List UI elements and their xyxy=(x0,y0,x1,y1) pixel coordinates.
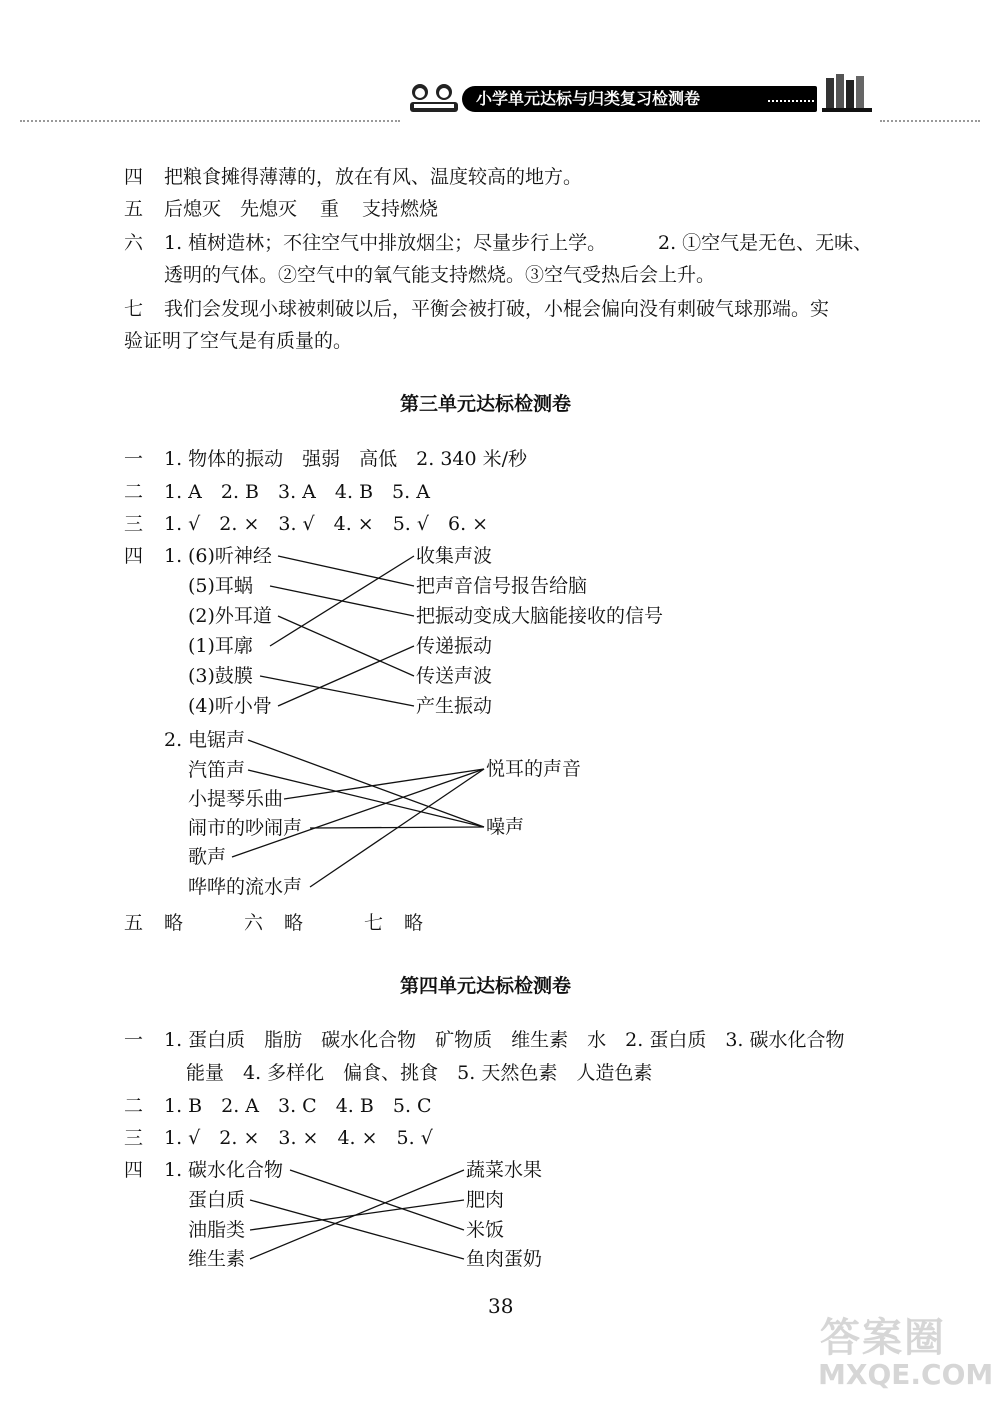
u4-q4-right-item: 肥肉 xyxy=(466,1189,505,1211)
u3-q3-answer: 1. √ 2. × 3. √ 4. × 5. √ 6. × xyxy=(164,513,489,535)
u2-q5-item: 重 xyxy=(320,198,340,220)
u3-q4-p1-right-item: 把振动变成大脑能接收的信号 xyxy=(416,605,664,627)
u2-q7-number: 七 xyxy=(124,298,144,320)
u3-q4-p2-left-item: 歌声 xyxy=(188,846,227,868)
u4-q1-line2: 能量 4. 多样化 偏食、挑食 5. 天然色素 人造色素 xyxy=(186,1062,653,1084)
u3-q4-p1-left-item: (2)外耳道 xyxy=(188,605,272,627)
u3-q4-number: 四 xyxy=(124,545,144,567)
unit4-title: 第四单元达标检测卷 xyxy=(400,975,572,997)
match-line xyxy=(278,616,414,676)
u3-q3-number: 三 xyxy=(124,513,144,535)
u3-q4-p1-right-item: 把声音信号报告给脑 xyxy=(416,575,588,597)
u3-q4-p2-right-item: 悦耳的声音 xyxy=(486,758,582,780)
u3-q4-p2-left-item: 哗哗的流水声 xyxy=(188,876,303,898)
page-number: 38 xyxy=(488,1294,514,1318)
u3-q5-answer: 略 xyxy=(164,912,184,934)
u3-q4-p1-right-item: 传送声波 xyxy=(416,665,493,687)
u4-q4-right-item: 蔬菜水果 xyxy=(466,1159,543,1181)
u2-q5-item: 后熄灭 xyxy=(164,198,222,220)
match-line xyxy=(250,1200,464,1259)
u3-q5-number: 五 xyxy=(124,912,144,934)
u3-q2-number: 二 xyxy=(124,481,144,503)
u3-q4-part1-prefix: 1. xyxy=(164,545,183,567)
u2-q6-line1: 1. 植树造林；不往空气中排放烟尘；尽量步行上学。 xyxy=(164,232,607,254)
u3-q4-part2-prefix: 2. xyxy=(164,729,183,751)
u2-q4-number: 四 xyxy=(124,166,144,188)
u3-q4-p1-right-item: 产生振动 xyxy=(416,695,493,717)
watermark-site: MXQE.COM xyxy=(818,1358,994,1391)
u3-q2-answer: 1. A 2. B 3. A 4. B 5. A xyxy=(164,481,430,503)
u2-q5-item: 支持燃烧 xyxy=(362,198,439,220)
u3-q4-p2-left-item: 电锯声 xyxy=(188,729,246,751)
u4-q4-number: 四 xyxy=(124,1159,144,1181)
u4-q4-right-item: 米饭 xyxy=(466,1219,505,1241)
u4-q4-part1-prefix: 1. xyxy=(164,1159,183,1181)
u3-q7-answer: 略 xyxy=(404,912,424,934)
u3-q6-number: 六 xyxy=(244,912,264,934)
watermark-logo: 答案圈 xyxy=(820,1315,946,1361)
u4-q1-line1: 1. 蛋白质 脂肪 碳水化合物 矿物质 维生素 水 2. 蛋白质 3. 碳水化合物 xyxy=(164,1029,845,1051)
u3-q4-p1-left-item: (4)听小骨 xyxy=(188,695,272,717)
u3-q1-answer: 1. 物体的振动 强弱 高低 2. 340 米/秒 xyxy=(164,448,528,470)
u3-q7-number: 七 xyxy=(364,912,384,934)
u2-q5-number: 五 xyxy=(124,198,144,220)
u4-q2-number: 二 xyxy=(124,1095,144,1117)
u3-q4-p1-right-item: 收集声波 xyxy=(416,545,493,567)
u3-q4-p1-left-item: (5)耳蜗 xyxy=(188,575,253,597)
u2-q6-line2: 透明的气体。②空气中的氧气能支持燃烧。③空气受热后会上升。 xyxy=(164,264,716,286)
u3-q1-number: 一 xyxy=(124,448,144,470)
u3-q4-p1-left-item: (3)鼓膜 xyxy=(188,665,253,687)
u3-q4-p2-left-item: 汽笛声 xyxy=(188,759,246,781)
match-line xyxy=(278,556,414,586)
header-title: 小学单元达标与归类复习检测卷 xyxy=(476,89,701,108)
u4-q4-left-item: 油脂类 xyxy=(188,1219,246,1241)
match-line xyxy=(250,1170,464,1259)
u3-q4-p1-left-item: (1)耳廓 xyxy=(188,635,253,657)
u4-q4-left-item: 碳水化合物 xyxy=(188,1159,284,1181)
u4-q4-right-item: 鱼肉蛋奶 xyxy=(466,1248,543,1270)
u3-q4-p2-left-item: 闹市的吵闹声 xyxy=(188,817,303,839)
u4-q4-left-item: 蛋白质 xyxy=(188,1189,246,1211)
u4-q3-answer: 1. √ 2. × 3. × 4. × 5. √ xyxy=(164,1127,433,1149)
match-line xyxy=(248,740,484,827)
u3-q4-p2-right-item: 噪声 xyxy=(486,816,525,838)
u2-q7-line1: 我们会发现小球被刺破以后，平衡会被打破，小棍会偏向没有刺破气球那端。实 xyxy=(164,298,830,320)
u4-q2-answer: 1. B 2. A 3. C 4. B 5. C xyxy=(164,1095,432,1117)
u3-q6-answer: 略 xyxy=(284,912,304,934)
u2-q6-line1b: 2. ①空气是无色、无味、 xyxy=(658,232,873,254)
unit3-title: 第三单元达标检测卷 xyxy=(400,393,572,415)
match-line xyxy=(284,769,484,799)
u3-q4-p1-right-item: 传递振动 xyxy=(416,635,493,657)
u2-q5-item: 先熄灭 xyxy=(240,198,298,220)
u3-q4-p1-left-item: (6)听神经 xyxy=(188,545,272,567)
u3-q4-p2-left-item: 小提琴乐曲 xyxy=(188,788,284,810)
u2-q7-line2: 验证明了空气是有质量的。 xyxy=(124,330,353,352)
u4-q1-number: 一 xyxy=(124,1029,144,1051)
u4-q4-left-item: 维生素 xyxy=(188,1248,246,1270)
u4-q3-number: 三 xyxy=(124,1127,144,1149)
u2-q4-answer: 把粮食摊得薄薄的，放在有风、温度较高的地方。 xyxy=(164,166,583,188)
u2-q6-number: 六 xyxy=(124,232,144,254)
match-line xyxy=(248,770,484,827)
match-line xyxy=(278,646,414,706)
